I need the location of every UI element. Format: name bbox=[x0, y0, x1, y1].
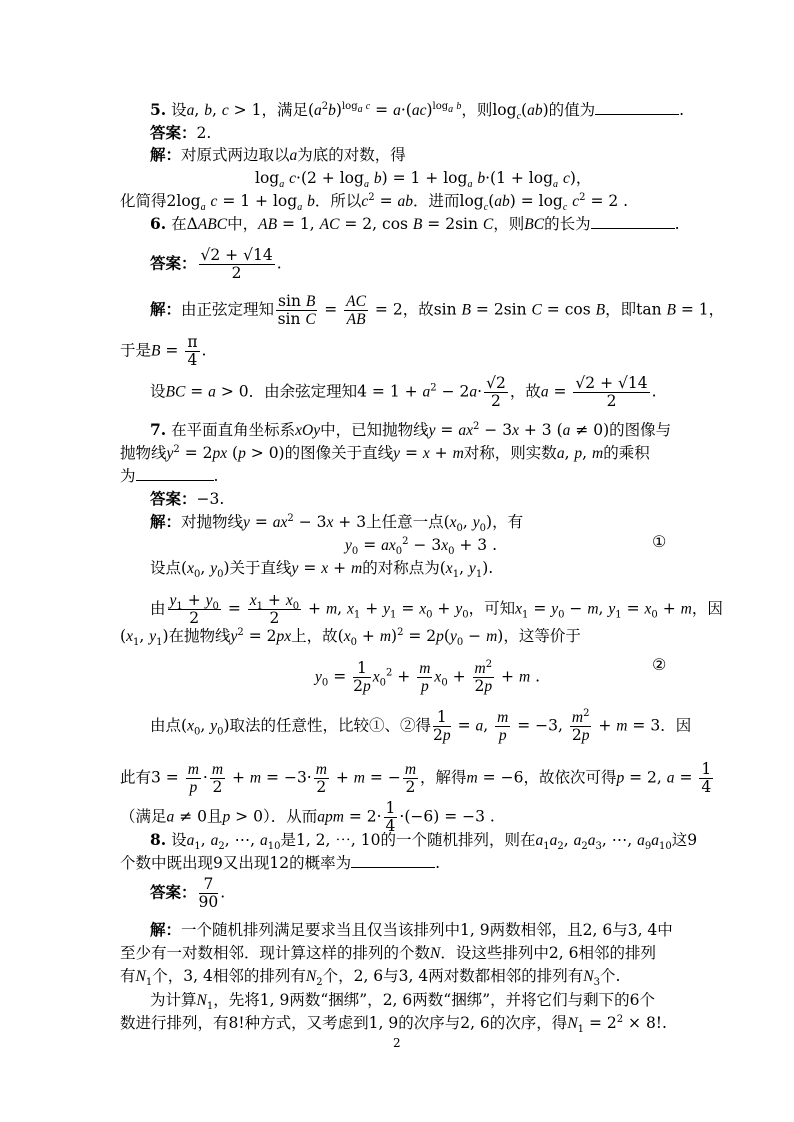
solution-label: 解： bbox=[150, 299, 182, 319]
solution-text: 数进行排列，有8!种方式，又考虑到1, 9的次序与2, 6的次序，得$N_1 = 2^2 \times 8$!. bbox=[120, 1013, 667, 1036]
solution-text: 为计算$N_1$，先将1, 9两数“捆绑”，2, 6两数“捆绑”，并将它们与剩下的6个 bbox=[150, 991, 656, 1013]
formula-line: 于是B = $\frac{\pi}{4}$ . bbox=[120, 333, 207, 369]
problem-number: 6. bbox=[150, 214, 167, 233]
formula-line: 设点($x_0$, $y_0$)关于直线y = x + m的对称点为($x_1$, $y_1$). bbox=[150, 559, 494, 581]
problem-7-statement-cont: 抛物线$y^2 = 2px$ (p > 0)的图像关于直线y = x + m对称，则实数a, p, m的乘积 bbox=[120, 443, 650, 462]
formula-line: $y_0$ = $\frac{1}{2p}$ $x_0^2$ + $\frac{m}{p}$ $x_0$ + $\frac{m^2}{2p}$ + m . bbox=[315, 658, 541, 695]
solution-label: 解： bbox=[150, 145, 182, 164]
problem-7-statement: 7. 在平面直角坐标系xOy中，已知抛物线$y = ax^2 - 3x + 3$ (a ≠ 0)的图像与 bbox=[150, 420, 672, 439]
formula-line: 由 $\frac{y_1 + y_0}{2}$ = $\frac{x_1 + x_0}{2}$ + m, $x_1 + y_1 = x_0 + y_0$，可知$x_1 = y_0 - m$, $y_1 = x_0 + m$，因 bbox=[150, 591, 723, 627]
formula-line: ($x_1$, $y_1$)在抛物线$y^2 = 2px$上，故$(x_0 + m)^2 = 2p(y_0 - m)$，这等价于 bbox=[120, 626, 581, 649]
problem-8-answer: 答案： $\frac{7}{90}$ . bbox=[150, 875, 226, 911]
problem-number: 5. bbox=[150, 100, 167, 119]
problem-5-answer: 答案：2. bbox=[150, 123, 212, 142]
answer-blank bbox=[351, 853, 435, 868]
answer-label: 答案： bbox=[150, 123, 197, 142]
formula-line: $y_0 = ax_0^2 - 3x_0 + 3$ . bbox=[345, 535, 498, 558]
equation-tag: ① bbox=[652, 532, 667, 551]
formula-line: 设BC = a > 0．由余弦定理知$4 = 1 + a^2 - 2a\cdot$ $\frac{√2}{2}$ ，故a = $\frac{√2 + √14}{2}$ . bbox=[150, 374, 657, 410]
formula-line: 此有3 = $\frac{m}{p}$ · $\frac{m}{2}$ + m = −3· $\frac{m}{2}$ + m = − $\frac{m}{2}$ ，解得m = −6，故依次可得p = 2, a = $\frac{1}{4}$ bbox=[120, 760, 712, 796]
answer-label: 答案： bbox=[150, 489, 197, 508]
problem-7-statement-cont: 为 . bbox=[120, 467, 219, 485]
formula-line: 化简得$2\log_a$ $c = 1 + \log_a b$．所以$c^2$ = ab．进而$\log_c(ab) = \log_c c^2 = 2$ . bbox=[120, 191, 629, 214]
equation-tag: ② bbox=[652, 655, 667, 674]
problem-7-answer: 答案：−3. bbox=[150, 489, 225, 508]
answer-blank bbox=[136, 466, 214, 481]
problem-6-solution: 解：由正弦定理知 $\frac{\text{sin B}}{\text{sin C}}$ = $\frac{AC}{AB}$ = 2，故sin B = 2sin C = cos B，即tan B = 1， bbox=[150, 292, 725, 328]
problem-number: 8. bbox=[150, 830, 167, 849]
solution-label: 解： bbox=[150, 920, 182, 939]
solution-label: 解： bbox=[150, 512, 182, 531]
problem-8-statement: 8. 设$a_1$, $a_2$, ⋯, $a_{10}$是1, 2, ⋯, 10的一个随机排列，则在$a_1a_2$, $a_2a_3$, ⋯, $a_9a_{10}$这9 bbox=[150, 830, 698, 853]
problem-6-answer: 答案： $\frac{√2 + √14}{2}$ . bbox=[150, 246, 282, 282]
formula-line: $\log_a c\cdot(2 + \log_a b) = 1 + \log_a b\cdot(1 + \log_a c)$， bbox=[255, 169, 592, 191]
solution-text: 至少有一对数相邻．现计算这样的排列的个数N．设这些排列中2, 6相邻的排列 bbox=[120, 944, 656, 962]
formula-line: 由点($x_0$, $y_0$)取法的任意性，比较①、②得 $\frac{1}{2p}$ = a, $\frac{m}{p}$ = −3, $\frac{m^2}{2p}$ + m = 3．因 bbox=[150, 707, 692, 744]
problem-7-solution: 解：对抛物线$y = ax^2 - 3x + 3$上任意一点($x_0$, $y_0$)，有 bbox=[150, 512, 524, 535]
problem-8-solution: 解：一个随机排列满足要求当且仅当该排列中1, 9两数相邻，且2, 6与3, 4中 bbox=[150, 920, 673, 939]
solution-text: 有$N_1$个，3, 4相邻的排列有$N_2$个，2, 6与3, 4两对数都相邻的排列有$N_3$个. bbox=[120, 967, 621, 989]
problem-number: 7. bbox=[150, 420, 167, 439]
page-number: 2 bbox=[393, 1036, 401, 1050]
answer-blank bbox=[591, 214, 675, 229]
answer-blank bbox=[595, 100, 679, 115]
answer-label: 答案： bbox=[150, 882, 197, 902]
problem-5-statement: 5. 设a, b, c > 1，满足$(a^2b)^{log_a c} = a\cdot(ac)^{log_a b}$，则$\log_c(ab)$的值为 . bbox=[150, 100, 685, 123]
formula-line: （满足a ≠ 0且p > 0）．从而apm = 2· $\frac{1}{4}$ ·(−6) = −3 . bbox=[120, 799, 495, 835]
problem-8-statement-cont: 个数中既出现9又出现12的概率为 . bbox=[120, 854, 441, 872]
answer-label: 答案： bbox=[150, 253, 197, 273]
problem-5-solution: 解：对原式两边取以a为底的对数，得 bbox=[150, 145, 406, 164]
problem-6-statement: 6. 在ΔABC中，AB = 1, AC = 2, cos B = 2sin C，则BC的长为 . bbox=[150, 214, 680, 233]
